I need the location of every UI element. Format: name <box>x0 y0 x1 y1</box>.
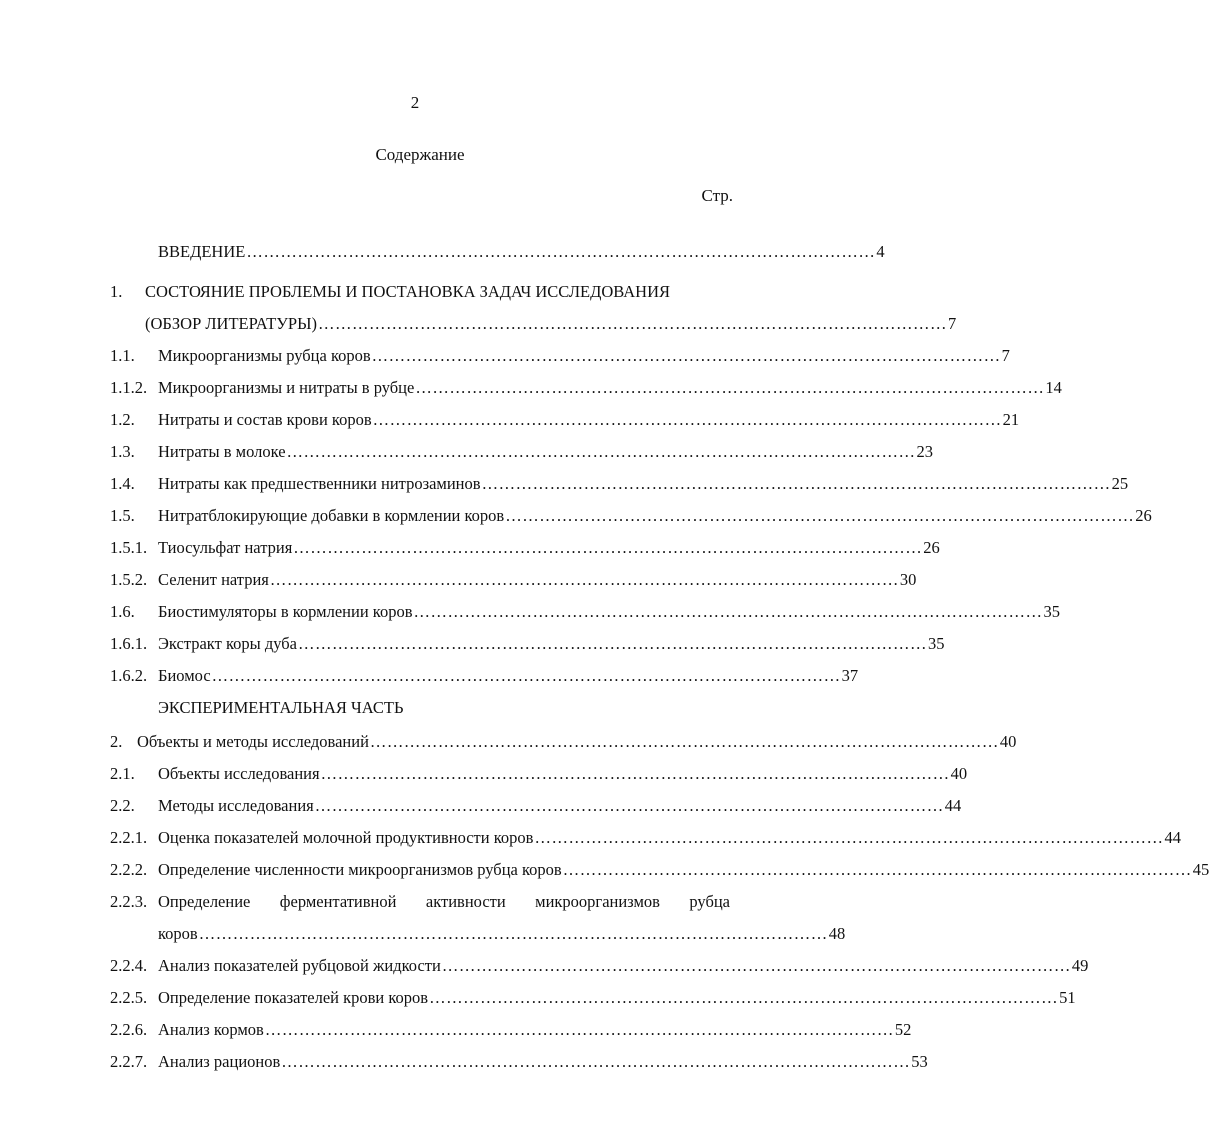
toc-entry-label: Объекты исследования <box>158 764 320 783</box>
dot-leader: ………………………………………………………………………………………………… <box>562 860 1192 879</box>
toc-entry-number: 1.3. <box>110 442 135 461</box>
toc-entry-page: 25 <box>1111 474 1129 493</box>
dot-leader: ………………………………………………………………………………………………… <box>320 764 950 783</box>
toc-entry-number: 2.2.4. <box>110 956 148 975</box>
toc-entry-page: 44 <box>944 796 962 815</box>
toc-entry-label: Анализ рационов <box>158 1052 281 1071</box>
toc-entry-page: 37 <box>841 666 859 685</box>
toc-entry-page: 40 <box>999 732 1017 751</box>
toc-entry-page: 51 <box>1059 988 1076 1007</box>
toc-entry-number: 1.1. <box>110 346 135 365</box>
dot-leader: ………………………………………………………………………………………………… <box>534 828 1164 847</box>
toc-entry-number: 2.2.7. <box>110 1052 148 1071</box>
toc-entry-page: 7 <box>1001 346 1010 365</box>
toc-entry-number: 2.2.5. <box>110 988 148 1007</box>
toc-entry-number: 2.2.1. <box>110 828 148 847</box>
toc-entry-label: Микроорганизмы рубца коров <box>158 346 371 365</box>
toc-entry-page: 14 <box>1045 378 1062 397</box>
toc-entry-page: 35 <box>1043 602 1061 621</box>
toc-entry-page: 49 <box>1071 956 1089 975</box>
toc-entry-label: (ОБЗОР ЛИТЕРАТУРЫ) <box>145 314 317 333</box>
dot-leader: ………………………………………………………………………………………………… <box>269 570 899 589</box>
toc-entry-label: Нитратблокирующие добавки в кормлении коров <box>158 506 505 525</box>
toc-entry-number: 2.2. <box>110 796 135 815</box>
toc-entry-number: 1.6.2. <box>110 666 148 685</box>
toc-entry-page: 53 <box>911 1052 928 1071</box>
toc-entry-number: 2.1. <box>110 764 135 783</box>
toc-entry-label: Анализ кормов <box>158 1020 264 1039</box>
toc-entry-number: 1.5.2. <box>110 570 148 589</box>
toc-entry-label: Тиосульфат натрия <box>158 538 293 557</box>
toc-entry-number: 1.6.1. <box>110 634 148 653</box>
dot-leader: ………………………………………………………………………………………………… <box>281 1052 911 1071</box>
dot-leader: ………………………………………………………………………………………………… <box>372 410 1002 429</box>
page-title: Содержание <box>375 145 465 164</box>
dot-leader: ………………………………………………………………………………………………… <box>246 242 876 261</box>
dot-leader: ………………………………………………………………………………………………… <box>429 988 1059 1007</box>
toc-entry-number: 1.2. <box>110 410 135 429</box>
toc-entry-page: 23 <box>916 442 934 461</box>
toc-entry-page: 40 <box>950 764 968 783</box>
dot-leader: ………………………………………………………………………………………………… <box>286 442 916 461</box>
toc-entry-label: коров <box>158 924 198 943</box>
toc-entry-page: 45 <box>1192 860 1209 879</box>
toc-entry-label: Объекты и методы исследований <box>137 732 369 751</box>
toc-entry-label: Нитраты как предшественники нитрозаминов <box>158 474 481 493</box>
dot-leader: ………………………………………………………………………………………………… <box>369 732 999 751</box>
toc-entry-page: 4 <box>876 242 885 261</box>
toc-entry-page: 52 <box>894 1020 912 1039</box>
dot-leader: ………………………………………………………………………………………………… <box>198 924 828 943</box>
page-column-label: Стр. <box>701 186 733 205</box>
toc-entry-label-justified <box>158 890 730 914</box>
dot-leader: ………………………………………………………………………………………………… <box>211 666 841 685</box>
toc-entry-page: 30 <box>899 570 917 589</box>
toc-entry-page: 26 <box>923 538 940 557</box>
toc-entry-number: 2.2.3. <box>110 892 148 911</box>
dot-leader: ………………………………………………………………………………………………… <box>371 346 1001 365</box>
toc-entry-number: 2.2.6. <box>110 1020 148 1039</box>
dot-leader: ………………………………………………………………………………………………… <box>264 1020 894 1039</box>
toc-entry-number: 1.4. <box>110 474 135 493</box>
toc-entry-label: ВВЕДЕНИЕ <box>158 242 246 261</box>
toc-entry-number: 2.2.2. <box>110 860 148 879</box>
toc-entry-label: Биостимуляторы в кормлении коров <box>158 602 413 621</box>
toc-entry-number: 1. <box>110 282 123 301</box>
toc-entry-label: Селенит натрия <box>158 570 269 589</box>
toc-entry-number: 1.5. <box>110 506 135 525</box>
dot-leader: ………………………………………………………………………………………………… <box>297 634 927 653</box>
page-number: 2 <box>410 93 420 112</box>
toc-entry-label: Определение численности микроорганизмов рубца коров <box>158 860 562 879</box>
dot-leader: ………………………………………………………………………………………………… <box>441 956 1071 975</box>
dot-leader: ………………………………………………………………………………………………… <box>293 538 923 557</box>
toc-entry-label: Биомос <box>158 666 211 685</box>
dot-leader: ………………………………………………………………………………………………… <box>415 378 1045 397</box>
toc-entry-page: 44 <box>1164 828 1181 847</box>
dot-leader: ………………………………………………………………………………………………… <box>413 602 1043 621</box>
toc-entry-page: 48 <box>828 924 846 943</box>
toc-entry-label: Микроорганизмы и нитраты в рубце <box>158 378 415 397</box>
toc-entry-label: СОСТОЯНИЕ ПРОБЛЕМЫ И ПОСТАНОВКА ЗАДАЧ ИССЛЕДОВАНИЯ <box>145 282 670 301</box>
dot-leader: ………………………………………………………………………………………………… <box>505 506 1135 525</box>
toc-entry-label: ЭКСПЕРИМЕНТАЛЬНАЯ ЧАСТЬ <box>158 698 404 717</box>
toc-entry-page: 21 <box>1002 410 1020 429</box>
toc-entry-number: 1.1.2. <box>110 378 148 397</box>
toc-entry-label: Нитраты в молоке <box>158 442 286 461</box>
toc-entry-page: 35 <box>927 634 945 653</box>
toc-entry-page: 7 <box>948 314 957 333</box>
toc-entry-label: Оценка показателей молочной продуктивности коров <box>158 828 534 847</box>
toc-entry-number: 1.6. <box>110 602 135 621</box>
toc-entry-label: Анализ показателей рубцовой жидкости <box>158 956 441 975</box>
dot-leader: ………………………………………………………………………………………………… <box>318 314 947 333</box>
toc-entry-label: Нитраты и состав крови коров <box>158 410 372 429</box>
toc-entry-label: Определение ферментативной активности микроорганизмов рубца <box>158 892 730 911</box>
dot-leader: ………………………………………………………………………………………………… <box>481 474 1111 493</box>
toc-entry-label: Экстракт коры дуба <box>158 634 297 653</box>
toc-entry-number: 1.5.1. <box>110 538 148 557</box>
toc-entry-number: 2. <box>110 732 123 751</box>
toc-entry-label: Определение показателей крови коров <box>158 988 429 1007</box>
toc-entry-label: Методы исследования <box>158 796 314 815</box>
toc-entry-page: 26 <box>1135 506 1152 525</box>
dot-leader: ………………………………………………………………………………………………… <box>314 796 944 815</box>
